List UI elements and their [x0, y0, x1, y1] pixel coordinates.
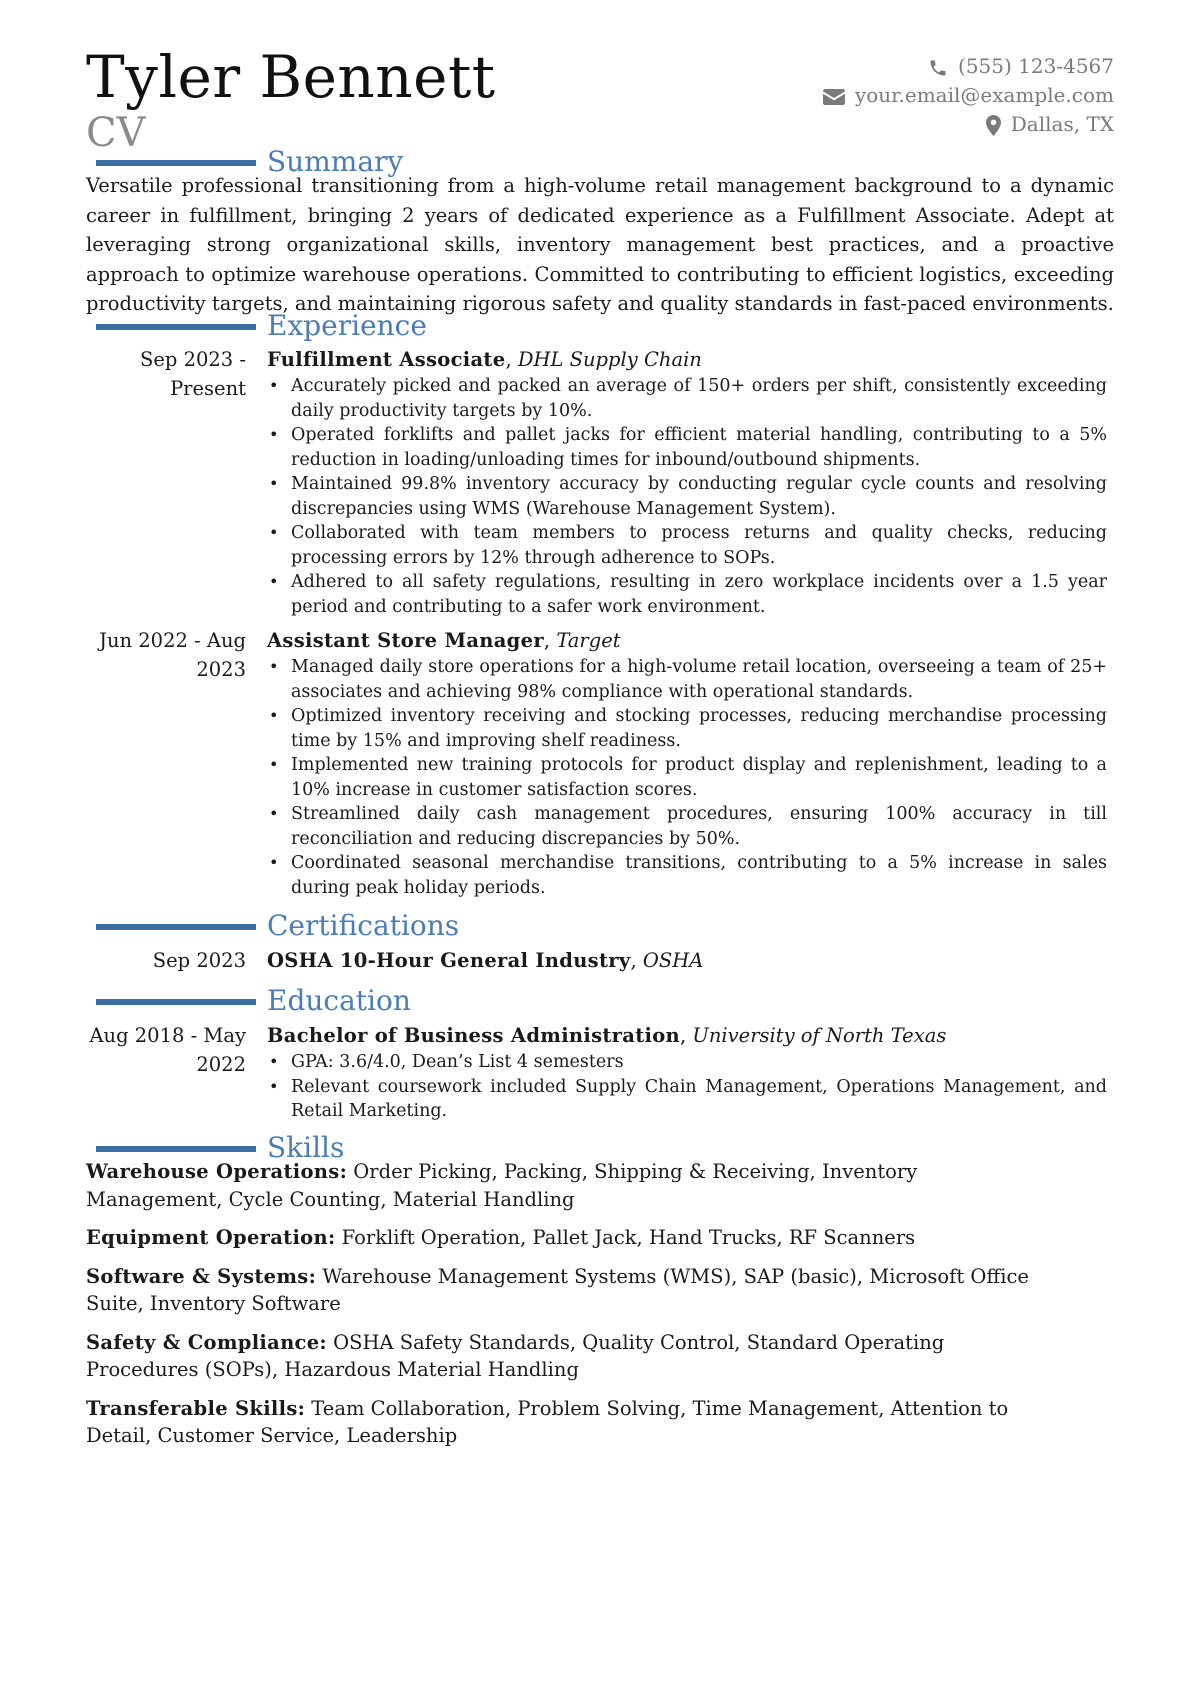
entry-organization: Target	[556, 629, 621, 652]
entry-body	[267, 946, 1107, 975]
entry-title: OSHA 10-Hour General Industry	[267, 949, 631, 972]
entry-organization: DHL Supply Chain	[517, 348, 702, 371]
skills-list	[86, 1158, 1046, 1461]
entry-organization: OSHA	[642, 949, 704, 972]
candidate-name: Tyler Bennett	[86, 43, 496, 111]
contact-phone-row	[823, 52, 1114, 81]
list-item: • Optimized inventory receiving and stocking processes, reducing merchandise processing time by 15% and improving shelf readiness.	[291, 704, 1107, 753]
entry-title: Fulfillment Associate	[267, 348, 506, 371]
section-accent-bar	[96, 160, 256, 166]
entry-organization: University of North Texas	[692, 1024, 947, 1047]
section-title: Education	[267, 984, 411, 1017]
entry-title: Assistant Store Manager	[267, 629, 544, 652]
map-marker-icon	[986, 115, 1001, 136]
skill-values: Warehouse Management Systems (WMS), SAP (basic), Microsoft Office Suite, Inventory Software	[86, 1264, 1029, 1315]
list-item: • Accurately picked and packed an average of 150+ orders per shift, consistently exceeding daily productivity targets by 10%.	[291, 374, 1107, 423]
entry-date: Aug 2018 - May 2022	[89, 1024, 246, 1076]
list-item: • Coordinated seasonal merchandise transitions, contributing to a 5% increase in sales during peak holiday periods.	[291, 851, 1107, 900]
list-item: • Relevant coursework included Supply Chain Management, Operations Management, and Retail Marketing.	[291, 1075, 1107, 1124]
entry-heading: OSHA 10-Hour General Industry, OSHA	[267, 949, 704, 972]
skill-values: Order Picking, Packing, Shipping & Receiving, Inventory Management, Cycle Counting, Material Handling	[86, 1160, 918, 1211]
skill-category: Warehouse Operations:	[86, 1160, 348, 1183]
section-certifications-heading	[86, 908, 1114, 944]
entry-date: Sep 2023 - Present	[140, 348, 246, 400]
entry-bullet-list	[267, 374, 1107, 619]
contact-phone[interactable]: (555) 123-4567	[958, 54, 1114, 78]
entry-title: Bachelor of Business Administration	[267, 1024, 680, 1047]
section-accent-bar	[96, 1146, 256, 1152]
section-accent-bar	[96, 999, 256, 1005]
skill-row	[86, 1224, 1046, 1252]
entry-date: Jun 2022 - Aug 2023	[99, 629, 246, 681]
list-item: • Streamlined daily cash management procedures, ensuring 100% accuracy in till reconciliation and reducing discrepancies by 50%.	[291, 802, 1107, 851]
entry-heading: Fulfillment Associate, DHL Supply Chain	[267, 348, 702, 371]
section-education-heading	[86, 983, 1114, 1019]
envelope-icon	[823, 89, 845, 105]
summary-text: Versatile professional transitioning from a high-volume retail management background to a dynamic career in fulfillment, bringing 2 years of dedicated experience as a Fulfillment Associate. Adept at leveraging strong organizational skills, inventory management best practices, and a proactive approach to optimize warehouse operations. Committed to contributing to efficient logistics, exceeding productivity targets, and maintaining rigorous safety and quality standards in fast-paced environments.	[86, 174, 1114, 315]
contact-email[interactable]: your.email@example.com	[854, 83, 1114, 107]
list-item: • Operated forklifts and pallet jacks for efficient material handling, contributing to a 5% reduction in loading/unloading times for inbound/outbound shipments.	[291, 423, 1107, 472]
list-item: • GPA: 3.6/4.0, Dean’s List 4 semesters	[291, 1050, 1107, 1075]
contact-block	[823, 52, 1114, 139]
list-item: • Maintained 99.8% inventory accuracy by conducting regular cycle counts and resolving discrepancies using WMS (Warehouse Management System).	[291, 472, 1107, 521]
contact-location-row	[823, 110, 1114, 139]
contact-location: Dallas, TX	[1010, 112, 1114, 136]
skill-values: OSHA Safety Standards, Quality Control, Standard Operating Procedures (SOPs), Hazardous Material Handling	[86, 1330, 945, 1381]
skill-row	[86, 1329, 1046, 1384]
list-item: • Adhered to all safety regulations, resulting in zero workplace incidents over a 1.5 year period and contributing to a safer work environment.	[291, 570, 1107, 619]
list-item: • Collaborated with team members to process returns and quality checks, reducing processing errors by 12% through adherence to SOPs.	[291, 521, 1107, 570]
entry-date: Sep 2023	[152, 949, 246, 972]
skill-category: Software & Systems:	[86, 1264, 317, 1288]
phone-icon	[928, 58, 948, 78]
skill-row	[86, 1395, 1046, 1450]
contact-email-row	[823, 81, 1114, 110]
entry-heading: Bachelor of Business Administration, University of North Texas	[267, 1024, 947, 1047]
skill-values: Team Collaboration, Problem Solving, Time Management, Attention to Detail, Customer Service, Leadership	[86, 1396, 1009, 1447]
entry-body	[267, 345, 1107, 619]
section-title: Certifications	[267, 909, 460, 942]
list-item: • Implemented new training protocols for product display and replenishment, leading to a 10% increase in customer satisfaction scores.	[291, 753, 1107, 802]
section-title: Experience	[267, 309, 427, 342]
skill-category: Safety & Compliance:	[86, 1330, 327, 1354]
skill-values: Forklift Operation, Pallet Jack, Hand Trucks, RF Scanners	[341, 1226, 916, 1249]
skill-category: Transferable Skills:	[86, 1396, 306, 1420]
section-title: Summary	[267, 145, 404, 178]
section-experience-heading	[86, 308, 1114, 344]
skill-row	[86, 1158, 1046, 1213]
document-subtitle: CV	[86, 110, 146, 156]
entry-bullet-list	[267, 655, 1107, 900]
entry-body	[267, 1021, 1107, 1124]
entry-body	[267, 626, 1107, 900]
skill-category: Equipment Operation:	[86, 1226, 336, 1249]
skill-row	[86, 1263, 1046, 1318]
section-accent-bar	[96, 324, 256, 330]
section-title: Skills	[267, 1131, 345, 1164]
section-accent-bar	[96, 924, 256, 930]
entry-heading: Assistant Store Manager, Target	[267, 629, 621, 652]
list-item: • Managed daily store operations for a high-volume retail location, overseeing a team of 25+ associates and achieving 98% compliance with operational standards.	[291, 655, 1107, 704]
entry-bullet-list	[267, 1050, 1107, 1124]
